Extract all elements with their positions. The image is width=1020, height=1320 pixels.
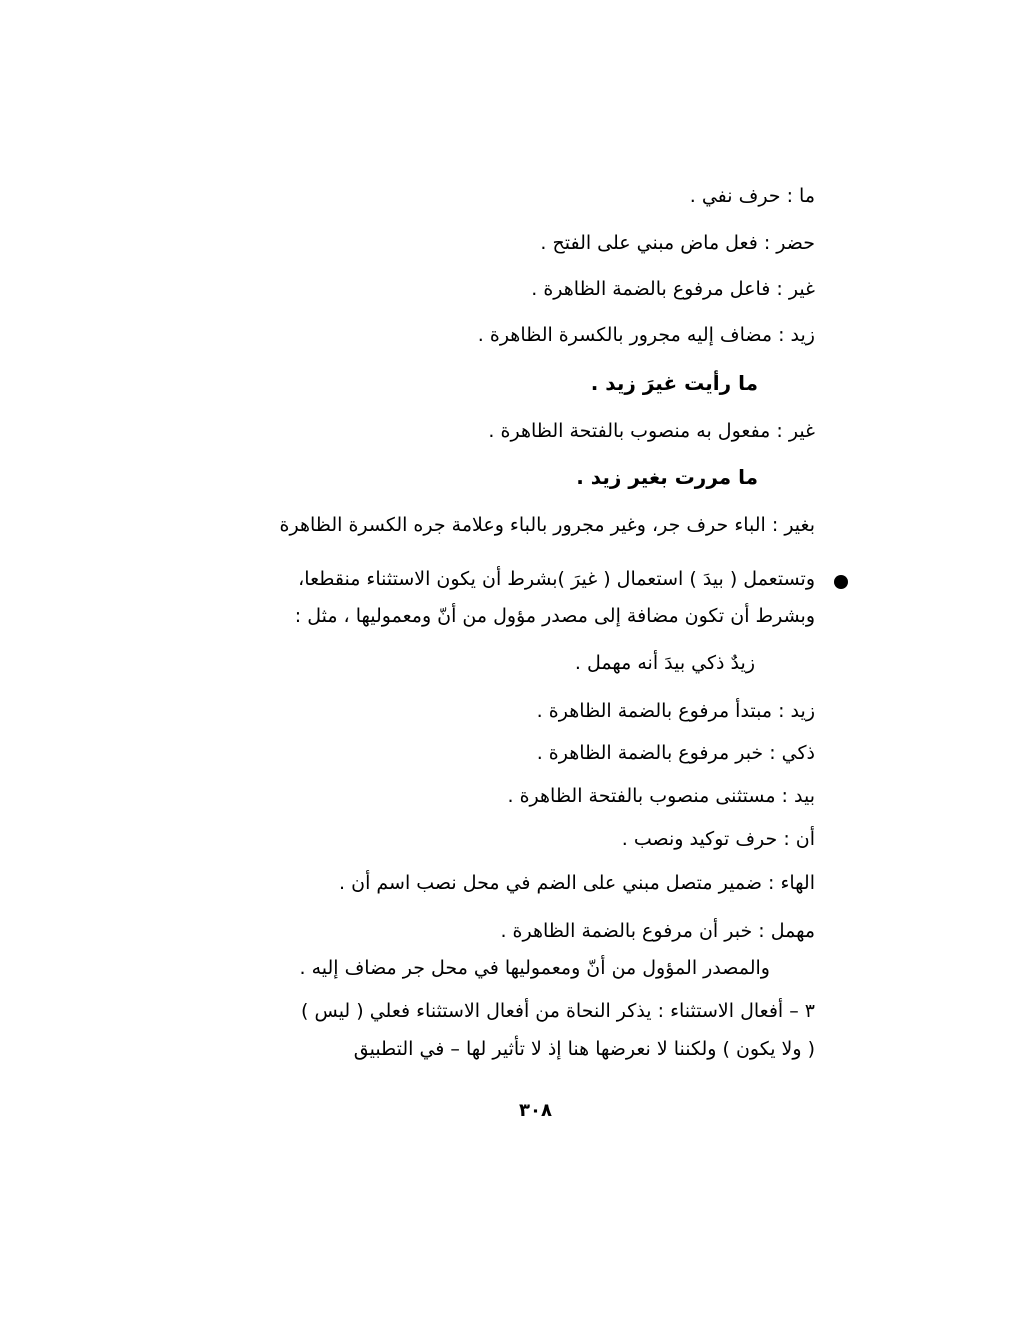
example-sentence-zayd-dhaki: زيدٌ ذكي بيدَ أنه مهمل . <box>574 652 755 674</box>
section-3-line-2: ( ولا يكون ) ولكننا لا نعرضها هنا إذ لا تأثير لها – في التطبيق <box>353 1038 815 1060</box>
parse-line-zayd-mudaf: زيد : مضاف إليه مجرور بالكسرة الظاهرة . <box>477 324 815 346</box>
parse-line-ghayr-fail: غير : فاعل مرفوع بالضمة الظاهرة . <box>531 278 815 300</box>
parse-line-dhaki: ذكي : خبر مرفوع بالضمة الظاهرة . <box>536 742 815 764</box>
parse-line-ma: ما : حرف نفي . <box>689 185 815 207</box>
parse-line-ghayr-maful: غير : مفعول به منصوب بالفتحة الظاهرة . <box>488 420 815 442</box>
example-sentence-marartu: ما مررت بغير زيد . <box>576 465 758 489</box>
parse-line-hadara: حضر : فعل ماض مبني على الفتح . <box>540 232 815 254</box>
parse-line-masdar: والمصدر المؤول من أنّ ومعموليها في محل جر مضاف إليه . <box>299 957 770 979</box>
parse-line-bighayr: بغير : الباء حرف جر، وغير مجرور بالباء وعلامة جره الكسرة الظاهرة <box>279 514 815 536</box>
paragraph-bayda-line-2: وبشرط أن تكون مضافة إلى مصدر مؤول من أنّ ومعموليها ، مثل : <box>294 605 815 627</box>
parse-line-bayda: بيد : مستثنى منصوب بالفتحة الظاهرة . <box>507 785 815 807</box>
section-3-line-1: ٣ – أفعال الاستثناء : يذكر النحاة من أفعال الاستثناء فعلي ( ليس ) <box>301 1000 815 1022</box>
page-number: ٣٠٨ <box>519 1100 552 1121</box>
parse-line-haa: الهاء : ضمير متصل مبني على الضم في محل نصب اسم أن . <box>339 872 815 894</box>
paragraph-bayda-line-1: وتستعمل ( بيدَ ) استعمال ( غيرَ )بشرط أن يكون الاستثناء منقطعا، <box>298 568 815 590</box>
parse-line-muhmil: مهمل : خبر أن مرفوع بالضمة الظاهرة . <box>500 920 815 942</box>
parse-line-anna: أن : حرف توكيد ونصب . <box>621 828 815 850</box>
bullet-icon <box>834 575 848 589</box>
parse-line-zayd-mubtada: زيد : مبتدأ مرفوع بالضمة الظاهرة . <box>536 700 815 722</box>
example-sentence-raaytu: ما رأيت غيرَ زيد . <box>590 371 758 395</box>
